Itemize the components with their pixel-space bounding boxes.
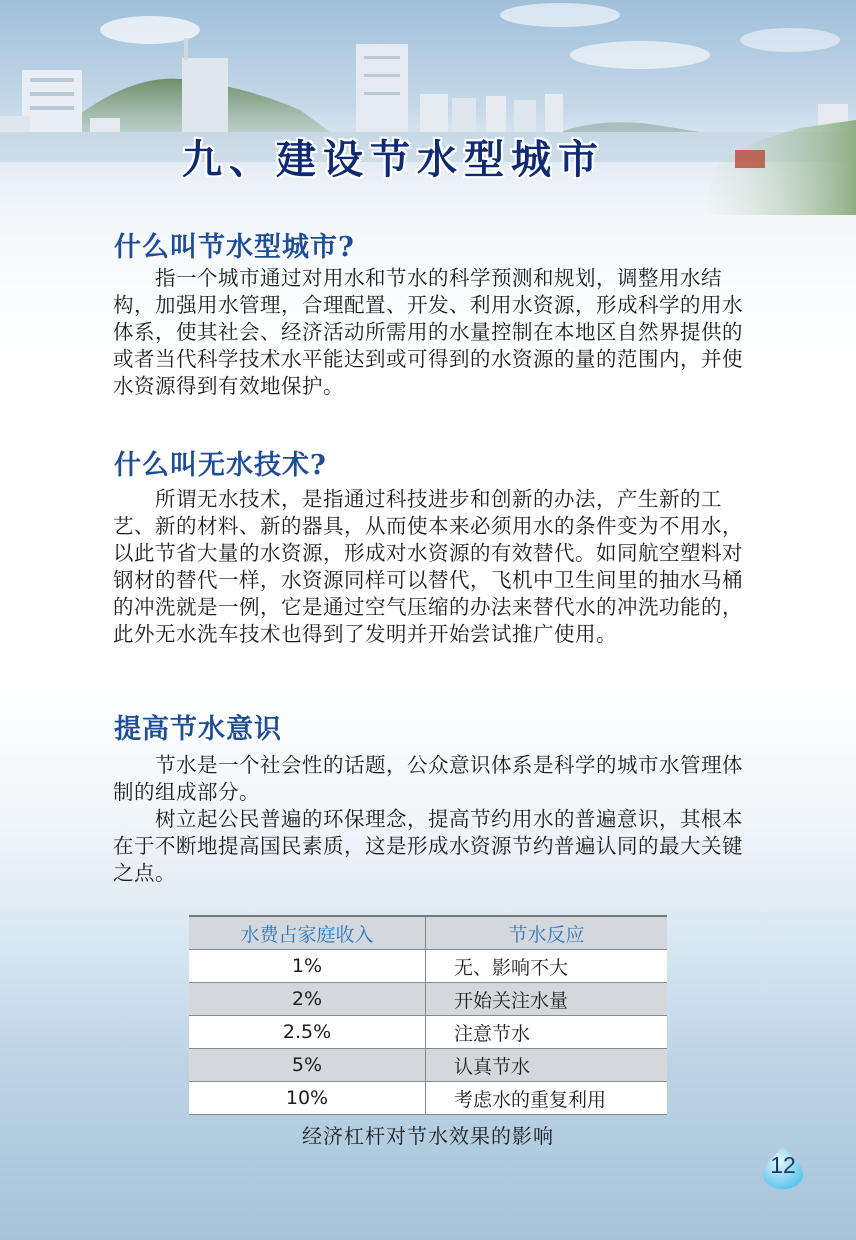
cell-fee-share: 1% bbox=[189, 950, 426, 983]
cell-fee-share: 2% bbox=[189, 983, 426, 1016]
cell-response: 注意节水 bbox=[426, 1016, 668, 1049]
table-caption: 经济杠杆对节水效果的影响 bbox=[302, 1124, 554, 1148]
page-number: 12 bbox=[770, 1152, 796, 1178]
cell-fee-share: 10% bbox=[189, 1082, 426, 1115]
cell-response: 考虑水的重复利用 bbox=[426, 1082, 668, 1115]
table-row bbox=[189, 950, 667, 983]
water-fee-table bbox=[189, 915, 667, 1115]
cell-fee-share: 2.5% bbox=[189, 1016, 426, 1049]
table-header-row bbox=[189, 916, 667, 950]
section-heading-waterless-technology: 什么叫无水技术? bbox=[114, 450, 327, 481]
page-title: 九、建设节水型城市 bbox=[182, 137, 605, 183]
section-heading-water-saving-city: 什么叫节水型城市? bbox=[114, 232, 355, 263]
table-row bbox=[189, 1016, 667, 1049]
paragraph-water-saving-city: 指一个城市通过对用水和节水的科学预测和规划，调整用水结构，加强用水管理，合理配置、开发、利用水资源，形成科学的用水体系，使其社会、经济活动所需用的水量控制在本地区自然界提供的或者当代科学技术水平能达到或可得到的水资源的量的范围内，并使水资源得到有效地保护。 bbox=[113, 266, 743, 398]
cell-response: 无、影响不大 bbox=[426, 950, 668, 983]
table-row bbox=[189, 1082, 667, 1115]
column-header-response: 节水反应 bbox=[426, 916, 668, 950]
paragraph-waterless-technology: 所谓无水技术，是指通过科技进步和创新的办法，产生新的工艺、新的材料、新的器具，从而使本来必须用水的条件变为不用水，以此节省大量的水资源，形成对水资源的有效替代。如同航空塑料对钢材的替代一样，水资源同样可以替代，飞机中卫生间里的抽水马桶的冲洗就是一例，它是通过空气压缩的办法来替代水的冲洗功能的，此外无水洗车技术也得到了发明并开始尝试推广使用。 bbox=[113, 487, 743, 646]
paragraph-awareness-2: 树立起公民普遍的环保理念，提高节约用水的普遍意识，其根本在于不断地提高国民素质，这是形成水资源节约普遍认同的最大关键之点。 bbox=[113, 807, 743, 885]
column-header-fee-share: 水费占家庭收入 bbox=[189, 916, 426, 950]
paragraph-awareness-1: 节水是一个社会性的话题，公众意识体系是科学的城市水管理体制的组成部分。 bbox=[113, 753, 743, 804]
page-number-badge bbox=[755, 1144, 811, 1190]
table-row bbox=[189, 983, 667, 1016]
cell-response: 开始关注水量 bbox=[426, 983, 668, 1016]
table-row bbox=[189, 1049, 667, 1082]
cell-fee-share: 5% bbox=[189, 1049, 426, 1082]
section-heading-water-awareness: 提高节水意识 bbox=[114, 714, 282, 745]
cell-response: 认真节水 bbox=[426, 1049, 668, 1082]
